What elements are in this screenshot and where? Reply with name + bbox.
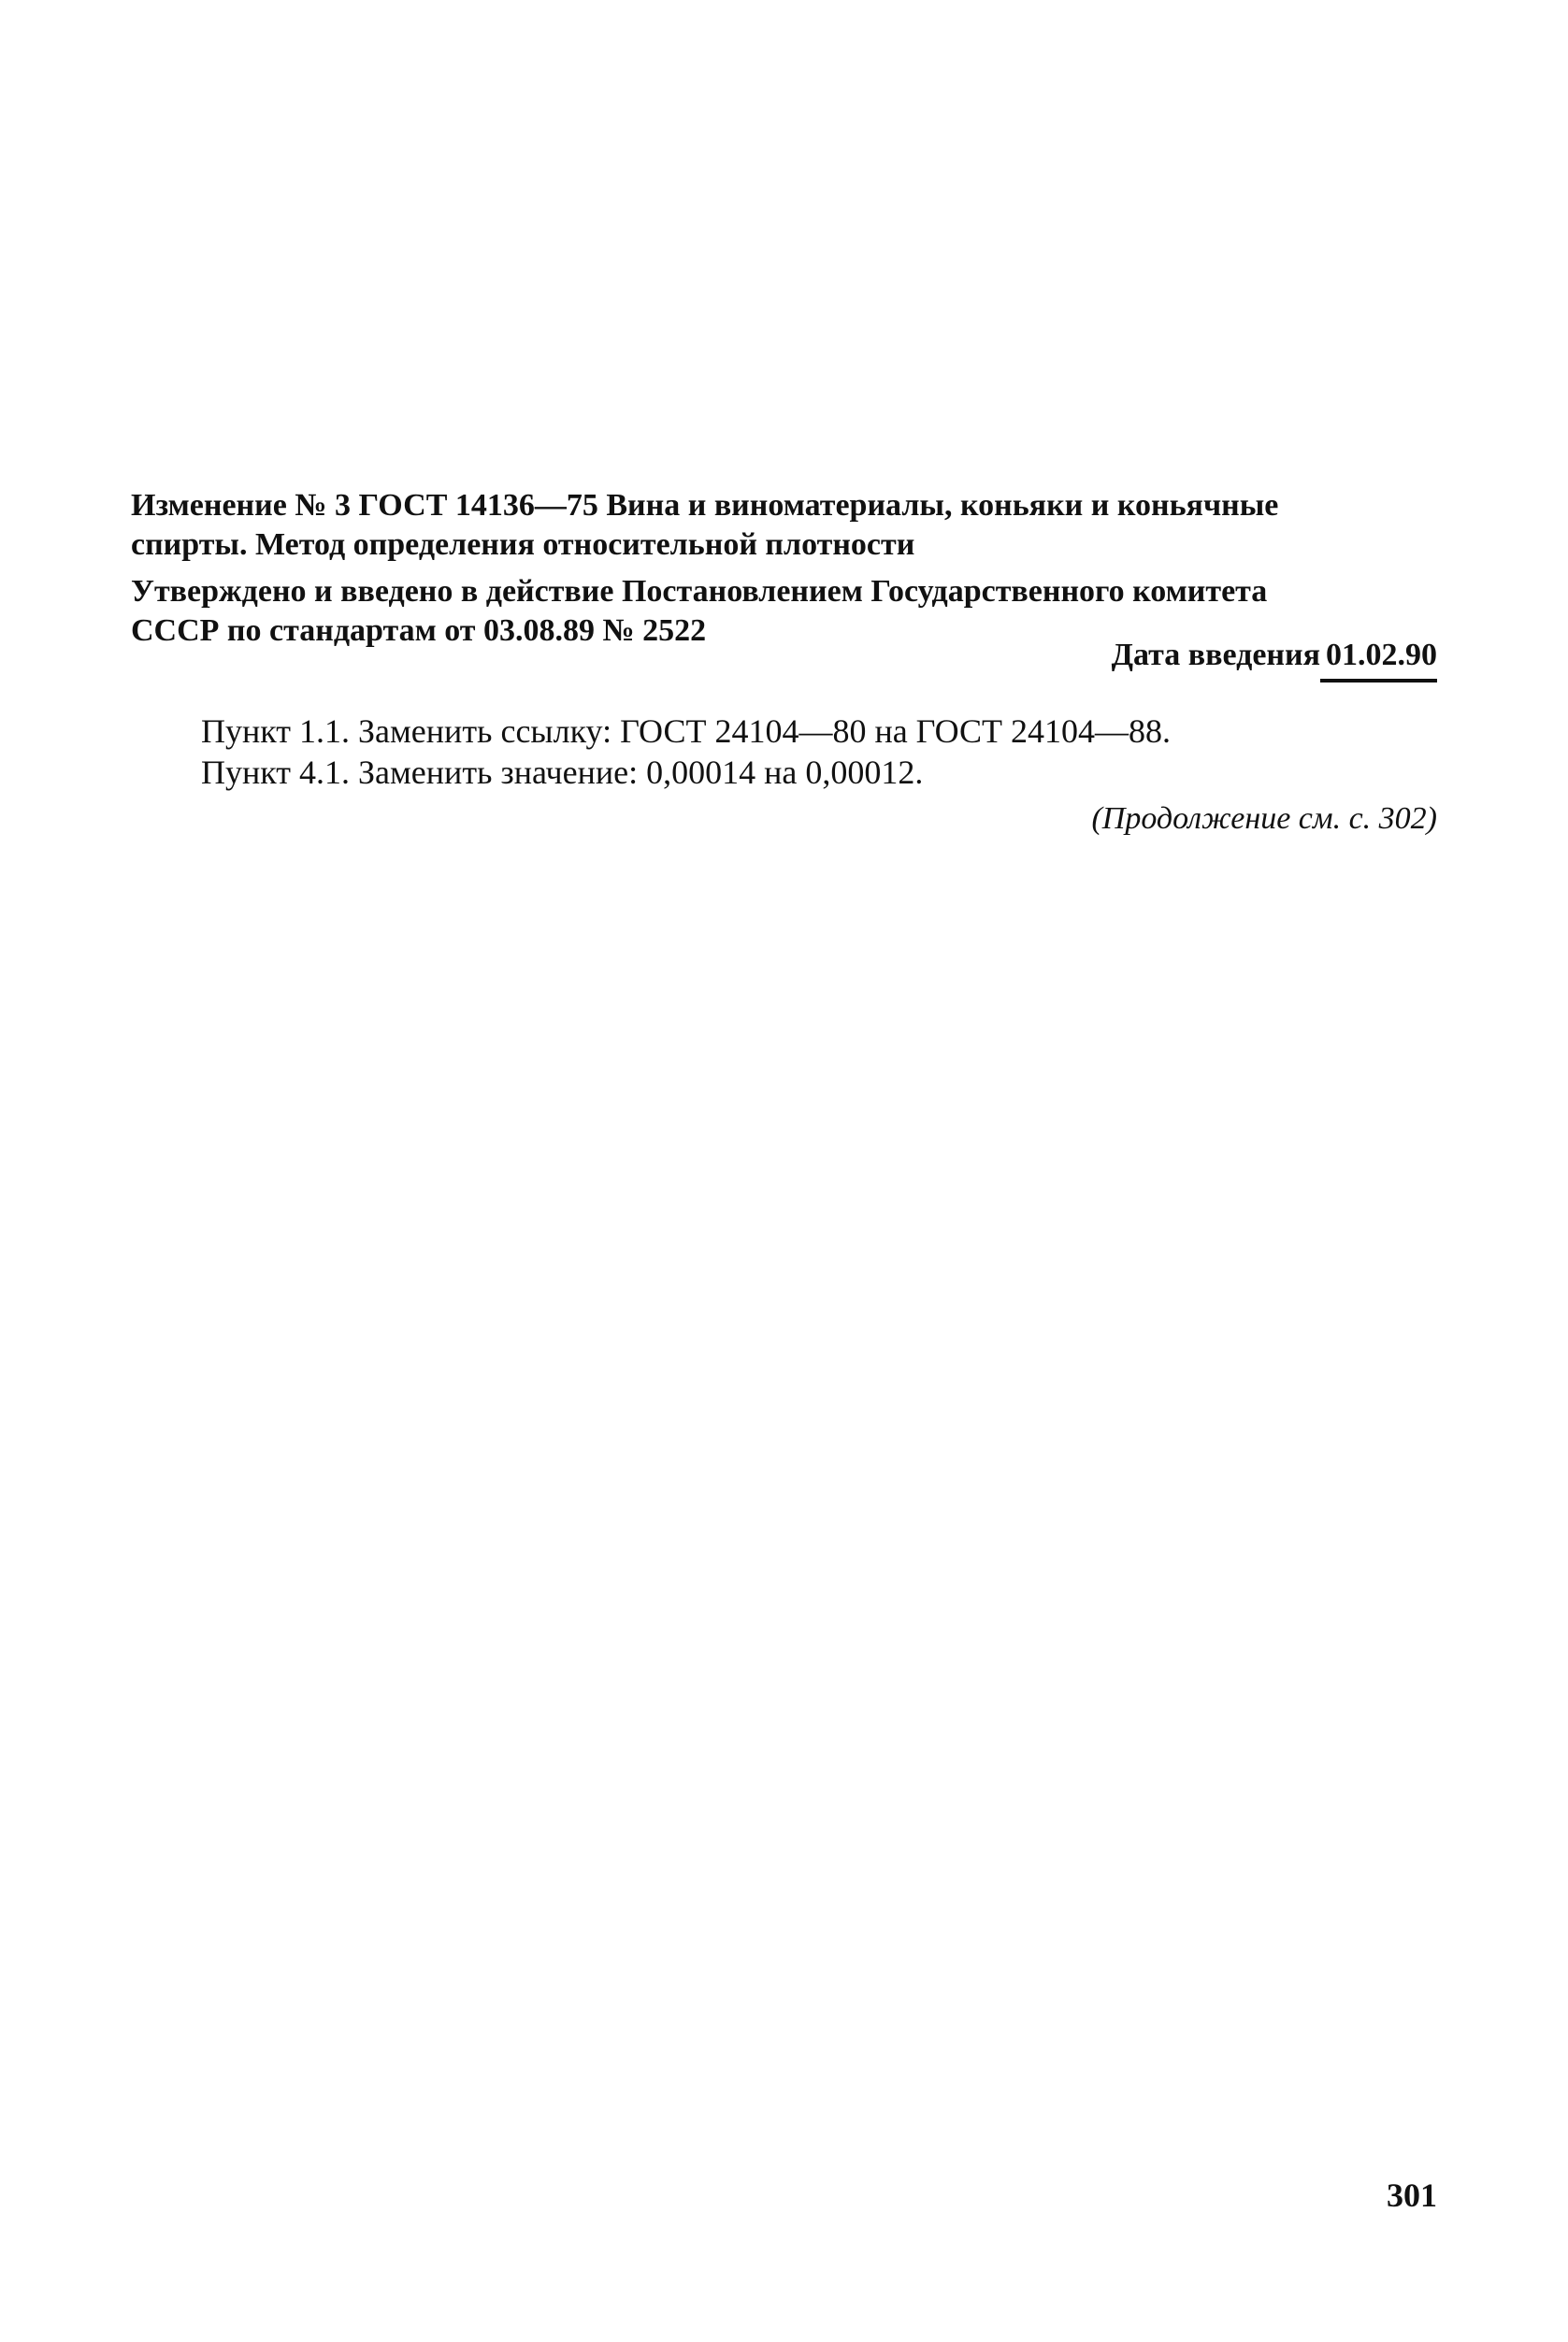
approval-line-2: СССР по стандартам от 03.08.89 № 2522 (131, 613, 707, 648)
introduction-date-label: Дата введения (1111, 638, 1320, 672)
amendment-items (201, 711, 1171, 793)
continuation-note: (Продолжение см. с. 302) (1091, 801, 1437, 836)
introduction-date-value: 01.02.90 (1320, 636, 1437, 682)
amendment-header-line-1: Изменение № 3 ГОСТ 14136—75 Вина и виноматериалы, коньяки и коньячные (131, 488, 1279, 523)
amendment-item-1: Пункт 1.1. Заменить ссылку: ГОСТ 24104—80 на ГОСТ 24104—88. (201, 712, 1172, 750)
introduction-date (1112, 636, 1437, 682)
amendment-header (131, 486, 1437, 565)
page-number: 301 (1387, 2177, 1437, 2214)
amendment-header-line-2: спирты. Метод определения относительной плотности (131, 527, 915, 562)
approval-line-1: Утверждено и введено в действие Постановлением Государственного комитета (131, 574, 1268, 609)
amendment-item-2: Пункт 4.1. Заменить значение: 0,00014 на 0,00012. (201, 754, 924, 791)
